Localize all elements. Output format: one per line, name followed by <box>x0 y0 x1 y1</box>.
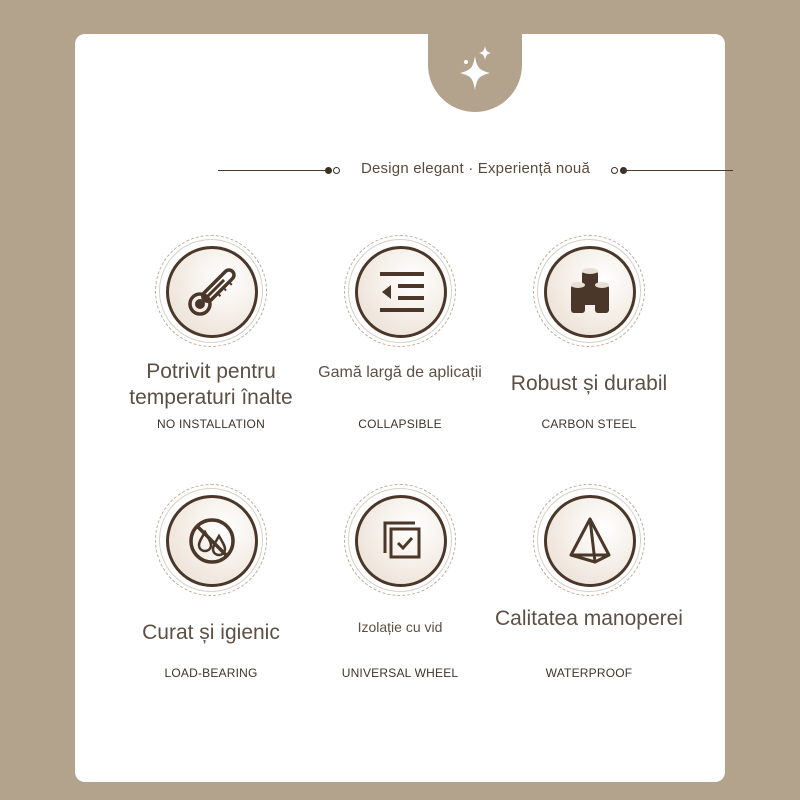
feature-card <box>111 484 311 704</box>
feature-card <box>300 235 500 455</box>
feature-title: Curat și igienic <box>142 621 280 644</box>
pyramid-icon <box>547 498 633 584</box>
no-water-drops-icon <box>169 498 255 584</box>
tagline-row <box>218 158 733 182</box>
feature-title: Gamă largă de aplicații <box>318 364 482 381</box>
feature-card <box>111 235 311 455</box>
feature-subtitle: NO INSTALLATION <box>157 417 265 431</box>
icon-ring <box>344 235 456 347</box>
feature-card <box>489 235 689 455</box>
icon-ring <box>344 484 456 596</box>
divider-left <box>218 170 328 171</box>
feature-subtitle: UNIVERSAL WHEEL <box>341 666 459 680</box>
feature-subtitle: COLLAPSIBLE <box>358 417 442 431</box>
icon-disc <box>355 495 447 587</box>
list-indent-icon <box>358 249 444 335</box>
checked-box-icon <box>358 498 444 584</box>
steel-pipes-icon <box>547 249 633 335</box>
top-badge <box>428 0 522 112</box>
feature-card <box>489 484 689 704</box>
feature-subtitle: LOAD-BEARING <box>164 666 258 680</box>
divider-right <box>622 170 733 171</box>
icon-disc <box>544 495 636 587</box>
icon-ring <box>533 484 645 596</box>
divider-dot <box>611 167 618 174</box>
divider-dot <box>325 167 332 174</box>
content-card <box>75 34 725 782</box>
icon-ring <box>155 235 267 347</box>
icon-disc <box>166 495 258 587</box>
feature-title: Robust și durabil <box>510 372 668 395</box>
feature-card <box>300 484 500 704</box>
icon-ring <box>533 235 645 347</box>
feature-subtitle: WATERPROOF <box>545 666 633 680</box>
sparkle-icon <box>428 0 522 112</box>
feature-title: Calitatea manoperei <box>495 607 683 630</box>
feature-title: Izolație cu vid <box>357 619 443 635</box>
icon-disc <box>355 246 447 338</box>
thermometer-icon <box>169 249 255 335</box>
icon-disc <box>544 246 636 338</box>
feature-subtitle: CARBON STEEL <box>541 417 637 431</box>
icon-disc <box>166 246 258 338</box>
feature-title: Potrivit pentru temperaturi înalte <box>129 360 293 409</box>
tagline: Design elegant · Experiență nouă <box>360 160 591 177</box>
divider-dot <box>333 167 340 174</box>
icon-ring <box>155 484 267 596</box>
